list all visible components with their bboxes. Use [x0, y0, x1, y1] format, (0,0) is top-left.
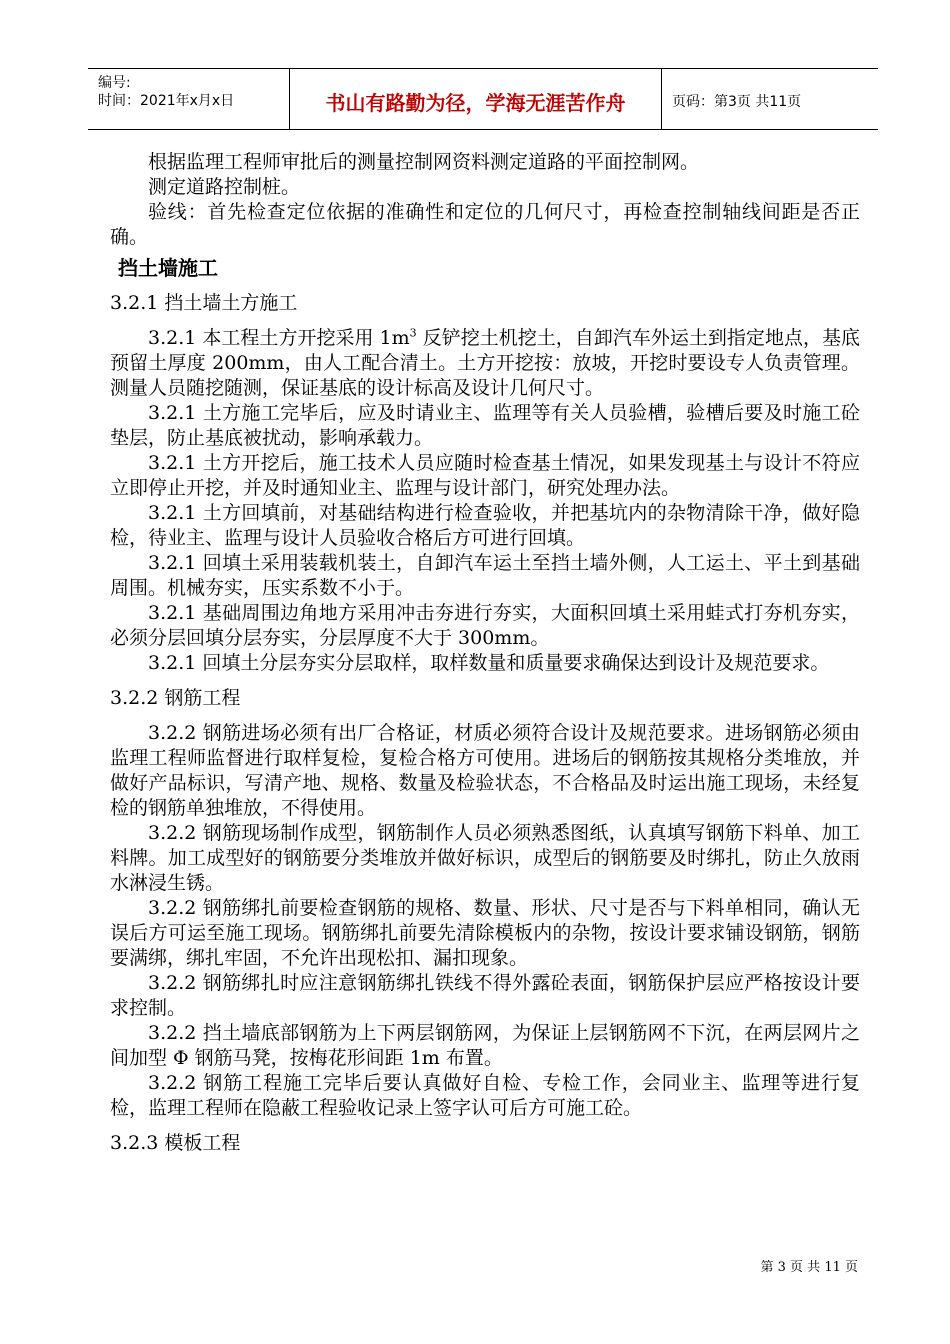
body-paragraph: 3.2.2 钢筋现场制作成型，钢筋制作人员必须熟悉图纸，认真填写钢筋下料单、加工料牌。加工成型好的钢筋要分类堆放并做好标识，成型后的钢筋要及时绑扎，防止久放雨水淋浸生锈。 [110, 822, 860, 894]
number-label: 编号: [98, 75, 131, 91]
page-header [88, 68, 878, 130]
header-info-cell [88, 69, 290, 129]
subsection-heading-321: 3.2.1 挡土墙土方施工 [110, 292, 298, 314]
page-label: 页码：第3页 共11页 [672, 94, 802, 110]
section-heading: 挡土墙施工 [118, 256, 218, 280]
body-paragraph: 3.2.1 回填土分层夯实分层取样，取样数量和质量要求确保达到设计及规范要求。 [148, 652, 830, 674]
time-label: 时间：2021年x月x日 [98, 93, 235, 109]
body-paragraph: 3.2.1 土方施工完毕后，应及时请业主、监理等有关人员验槽，验槽后要及时施工砼垫层，防止基底被扰动，影响承载力。 [110, 402, 860, 449]
subsection-heading-322: 3.2.2 钢筋工程 [110, 687, 241, 709]
header-page-cell [662, 69, 878, 129]
page-footer: 第 3 页 共 11 页 [760, 1260, 858, 1275]
body-paragraph: 3.2.1 土方开挖后，施工技术人员应随时检查基土情况，如果发现基土与设计不符应立即停止开挖，并及时通知业主、监理与设计部门，研究处理办法。 [110, 452, 860, 499]
header-motto-cell [290, 69, 662, 129]
body-paragraph: 3.2.2 钢筋绑扎前要检查钢筋的规格、数量、形状、尺寸是否与下料单相同，确认无误后方可运至施工现场。钢筋绑扎前要先清除模板内的杂物，按设计要求铺设钢筋，钢筋要满绑，绑扎牢固，不允许出现松扣、漏扣现象。 [110, 897, 860, 969]
intro-paragraph: 测定道路控制桩。 [148, 176, 301, 198]
intro-paragraph: 验线：首先检查定位依据的准确性和定位的几何尺寸，再检查控制轴线间距是否正确。 [110, 201, 860, 248]
body-paragraph: 3.2.2 挡土墙底部钢筋为上下两层钢筋网，为保证上层钢筋网不下沉，在两层网片之间加型 Φ 钢筋马凳，按梅花形间距 1m 布置。 [110, 1022, 860, 1069]
body-paragraph: 3.2.2 钢筋工程施工完毕后要认真做好自检、专检工作，会同业主、监理等进行复检，监理工程师在隐蔽工程验收记录上签字认可后方可施工砼。 [110, 1072, 860, 1119]
body-paragraph: 3.2.1 基础周围边角地方采用冲击夯进行夯实，大面积回填土采用蛙式打夯机夯实，必须分层回填分层夯实，分层厚度不大于 300mm。 [110, 602, 860, 649]
intro-paragraph: 根据监理工程师审批后的测量控制网资料测定道路的平面控制网。 [148, 151, 700, 173]
motto-text: 书山有路勤为径，学海无涯苦作舟 [325, 91, 626, 115]
body-paragraph: 3.2.2 钢筋进场必须有出厂合格证，材质必须符合设计及规范要求。进场钢筋必须由监理工程师监督进行取样复检，复检合格方可使用。进场后的钢筋按其规格分类堆放，并做好产品标识，写清产地、规格、数量及检验状态，不合格品及时运出施工现场，未经复检的钢筋单独堆放，不得使用。 [110, 722, 860, 819]
body-paragraph: 3.2.2 钢筋绑扎时应注意钢筋绑扎铁线不得外露砼表面，钢筋保护层应严格按设计要求控制。 [110, 972, 860, 1019]
body-paragraph: 3.2.1 土方回填前，对基础结构进行检查验收，并把基坑内的杂物清除干净，做好隐检，待业主、监理与设计人员验收合格后方可进行回填。 [110, 502, 860, 549]
document-body [110, 150, 860, 1166]
subsection-heading-323: 3.2.3 模板工程 [110, 1132, 241, 1154]
body-paragraph: 3.2.1 本工程土方开挖采用 $1m^3$ 反铲挖土机挖土，自卸汽车外运土到指定地点，基底预留土厚度 200mm，由人工配合清土。土方开挖按：放坡，开挖时要设专人负责管理。测量人员随挖随测，保证基底的设计标高及设计几何尺寸。 [110, 326, 860, 399]
body-paragraph: 3.2.1 回填土采用装载机装土，自卸汽车运土至挡土墙外侧，人工运土、平土到基础周围。机械夯实，压实系数不小于。 [110, 552, 860, 599]
